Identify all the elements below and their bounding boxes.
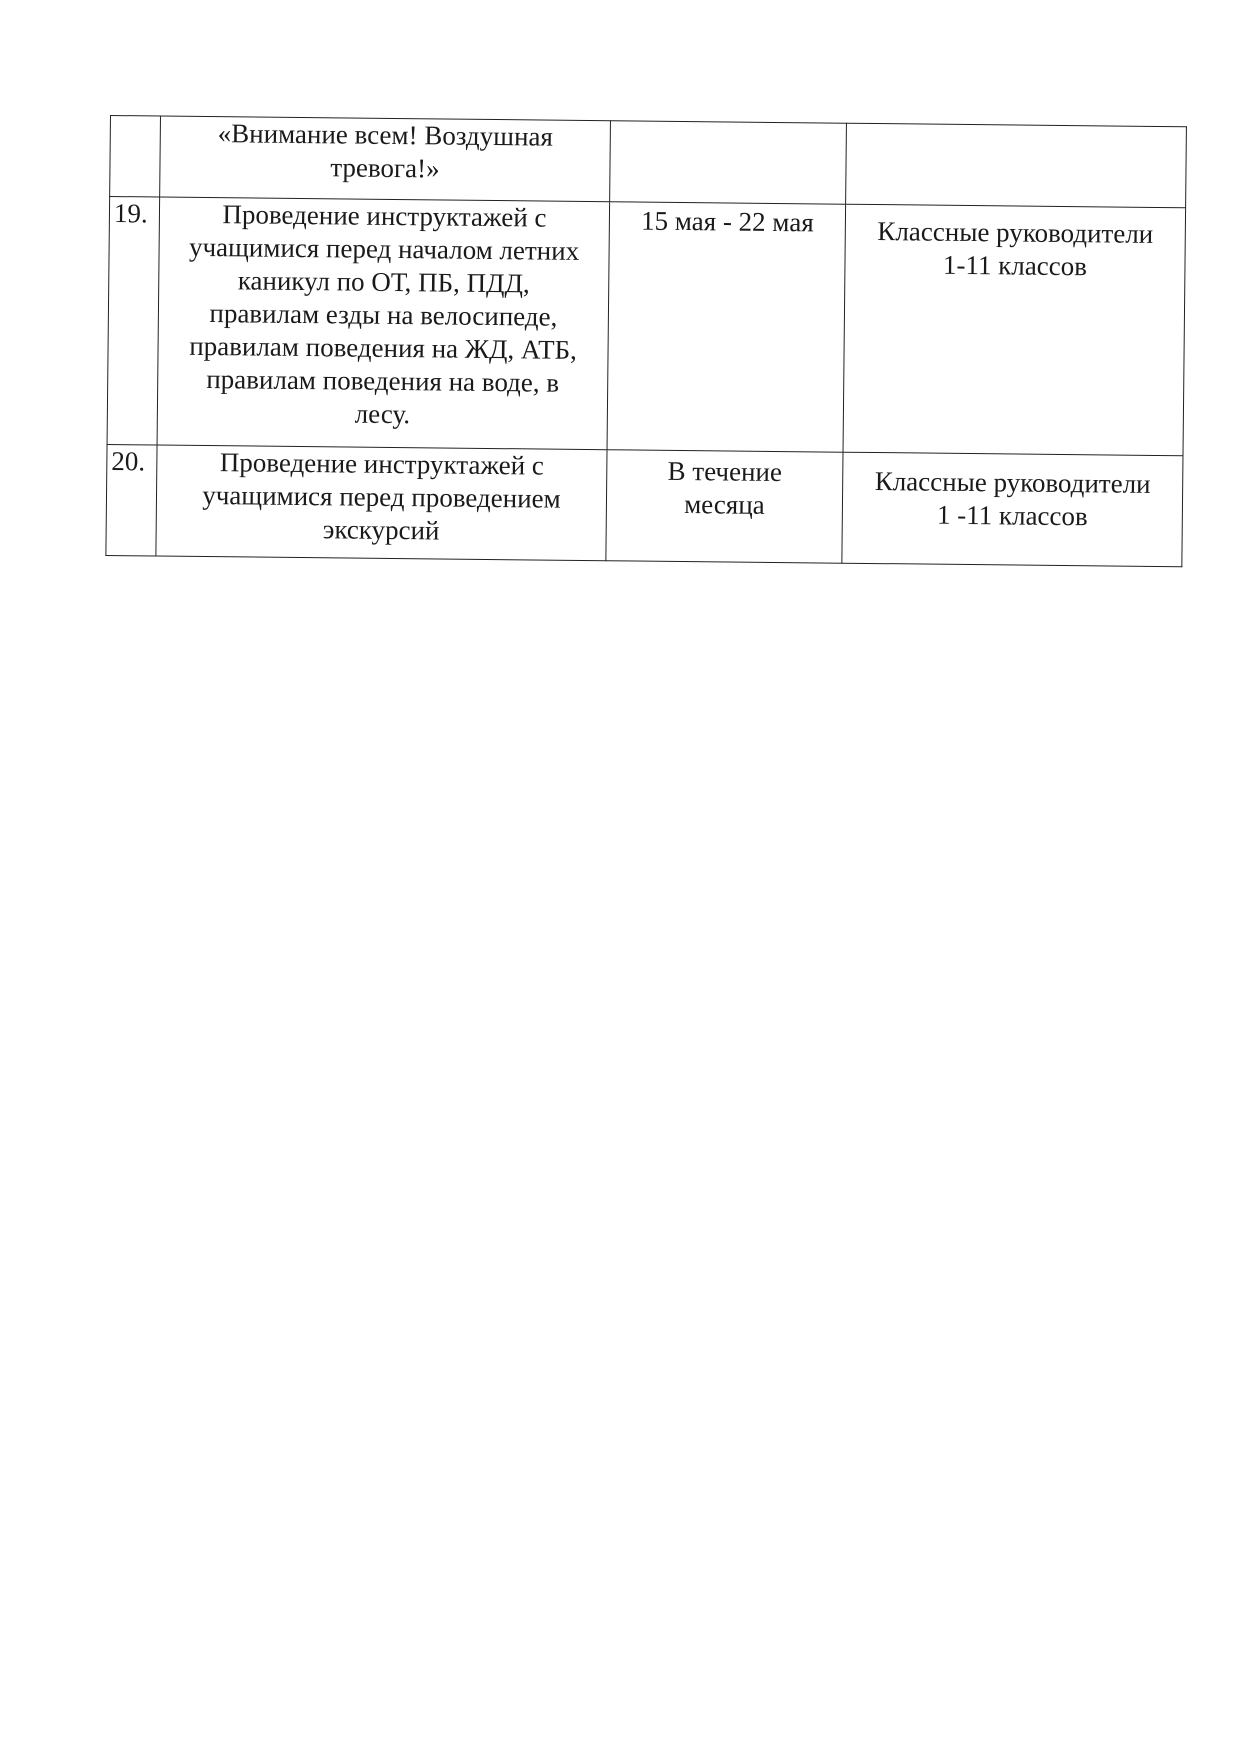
date-text-line: 15 мая - 22 мая	[640, 205, 814, 238]
events-table	[105, 115, 1187, 567]
responsible-text-line: Классные руководители	[874, 466, 1151, 499]
event-text-line: Проведение инструктажей с	[222, 199, 547, 233]
date-cell	[610, 121, 847, 204]
event-text-line: правилам езды на велосипеде,	[209, 298, 558, 332]
event-text-line: учащимися перед проведением	[202, 479, 561, 514]
event-text-line: экскурсий	[322, 514, 440, 546]
row-number: 19.	[113, 198, 148, 229]
event-text-line: лесу.	[354, 398, 411, 430]
event-cell	[160, 116, 611, 202]
event-text-line: правилам поведения на воде, в	[206, 364, 560, 398]
date-cell	[607, 202, 846, 452]
responsible-cell	[843, 204, 1186, 456]
event-cell	[156, 445, 607, 561]
table-row	[110, 116, 1187, 208]
row-number-cell	[106, 444, 157, 556]
responsible-text-line: Классные руководители	[877, 216, 1154, 249]
row-number: 20.	[111, 446, 146, 477]
event-text-line: каникул по ОТ, ПБ, ПДД,	[237, 265, 530, 299]
date-text-line: месяца	[684, 489, 765, 520]
event-text-line: «Внимание всем! Воздушная	[217, 118, 554, 152]
row-number-cell	[110, 116, 161, 198]
table-row	[107, 197, 1186, 456]
responsible-cell	[842, 452, 1183, 567]
row-number-cell	[107, 197, 160, 446]
event-text-line: Проведение инструктажей с	[219, 447, 545, 481]
document-sheet	[105, 115, 1186, 567]
event-text-line: тревога!»	[330, 152, 440, 184]
event-text-line: учащимися перед началом летних	[188, 231, 580, 266]
table-row	[106, 444, 1183, 566]
responsible-cell	[846, 123, 1187, 208]
responsible-text-line: 1-11 классов	[942, 249, 1088, 282]
event-cell	[157, 197, 610, 450]
date-cell	[606, 450, 843, 563]
responsible-text-line: 1 -11 классов	[936, 499, 1088, 532]
event-text-line: правилам поведения на ЖД, АТБ,	[189, 330, 577, 365]
date-text-line: В течение	[667, 455, 783, 488]
